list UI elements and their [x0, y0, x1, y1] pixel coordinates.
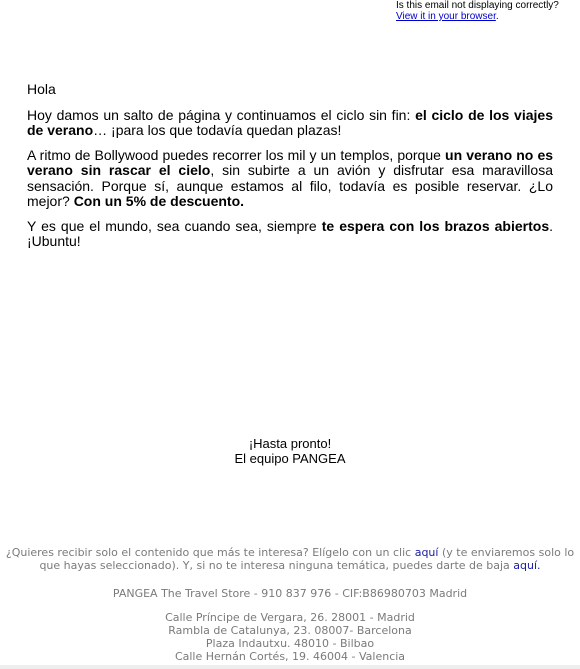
footer: [0, 546, 580, 663]
signoff-line-2: El equipo PANGEA: [234, 451, 346, 466]
bollywood-text-1: A ritmo de Bollywood puedes recorrer los mil y un templos, porque: [27, 146, 446, 163]
ubuntu-bold-1: te espera con los brazos abiertos: [321, 217, 550, 234]
preheader: [396, 0, 576, 22]
unsubscribe-link[interactable]: aquí.: [513, 559, 541, 572]
pref-text-2: (y te enviaremos solo lo que hayas seleccionado). Y, si no te interesa ninguna temática, puedes darte de baja: [39, 546, 575, 572]
preheader-question: Is this email not displaying correctly?: [396, 0, 559, 11]
preheader-trailing: .: [495, 11, 499, 22]
pref-text-1: ¿Quieres recibir solo el contenido que más te interesa? Elígelo con un clic: [5, 546, 415, 559]
intro-text-2: … ¡para los que todavía quedan plazas!: [93, 122, 342, 138]
address-madrid: Calle Príncipe de Vergara, 26. 28001 - Madrid: [165, 611, 415, 624]
signoff-line-1: ¡Hasta pronto!: [248, 436, 332, 451]
view-in-browser-link[interactable]: View it in your browser: [396, 11, 496, 22]
greeting: Hola: [27, 81, 56, 97]
footer-company: PANGEA The Travel Store - 910 837 976 - CIF:B86980703 Madrid: [112, 587, 468, 600]
intro-bold-1: el ciclo de los viajes de verano: [27, 106, 553, 138]
paragraph-bollywood: [27, 148, 553, 210]
email-body: [27, 82, 553, 259]
bollywood-text-2: , sin subirte a un avión y disfrutar esa maravillosa sensación. Porque sí, aunque estamos al filo, todavía es posible reservar. ¿Lo mejor?: [27, 162, 553, 209]
intro-text-1: Hoy damos un salto de página y continuamos el ciclo sin fin:: [27, 106, 416, 123]
bollywood-bold-1: un verano no es verano sin rascar el cielo: [27, 146, 554, 178]
address-valencia: Calle Hernán Cortés, 19. 46004 - Valencia: [174, 650, 406, 663]
footer-preferences: [0, 546, 580, 572]
preheader-link-line: [396, 11, 576, 22]
preferences-link[interactable]: aquí: [414, 546, 439, 559]
ubuntu-text-1: Y es que el mundo, sea cuando sea, siempre: [27, 217, 322, 234]
discount-bold: Con un 5% de descuento.: [73, 193, 245, 209]
address-bilbao: Plaza Indautxu. 48010 - Bilbao: [205, 637, 375, 650]
address-barcelona: Rambla de Catalunya, 23. 08007- Barcelona: [168, 624, 412, 637]
bottom-divider: [0, 665, 580, 669]
paragraph-intro: [27, 108, 553, 139]
paragraph-ubuntu: [27, 219, 553, 250]
signoff: [0, 436, 580, 466]
ubuntu-text-2: . ¡Ubuntu!: [27, 217, 553, 249]
